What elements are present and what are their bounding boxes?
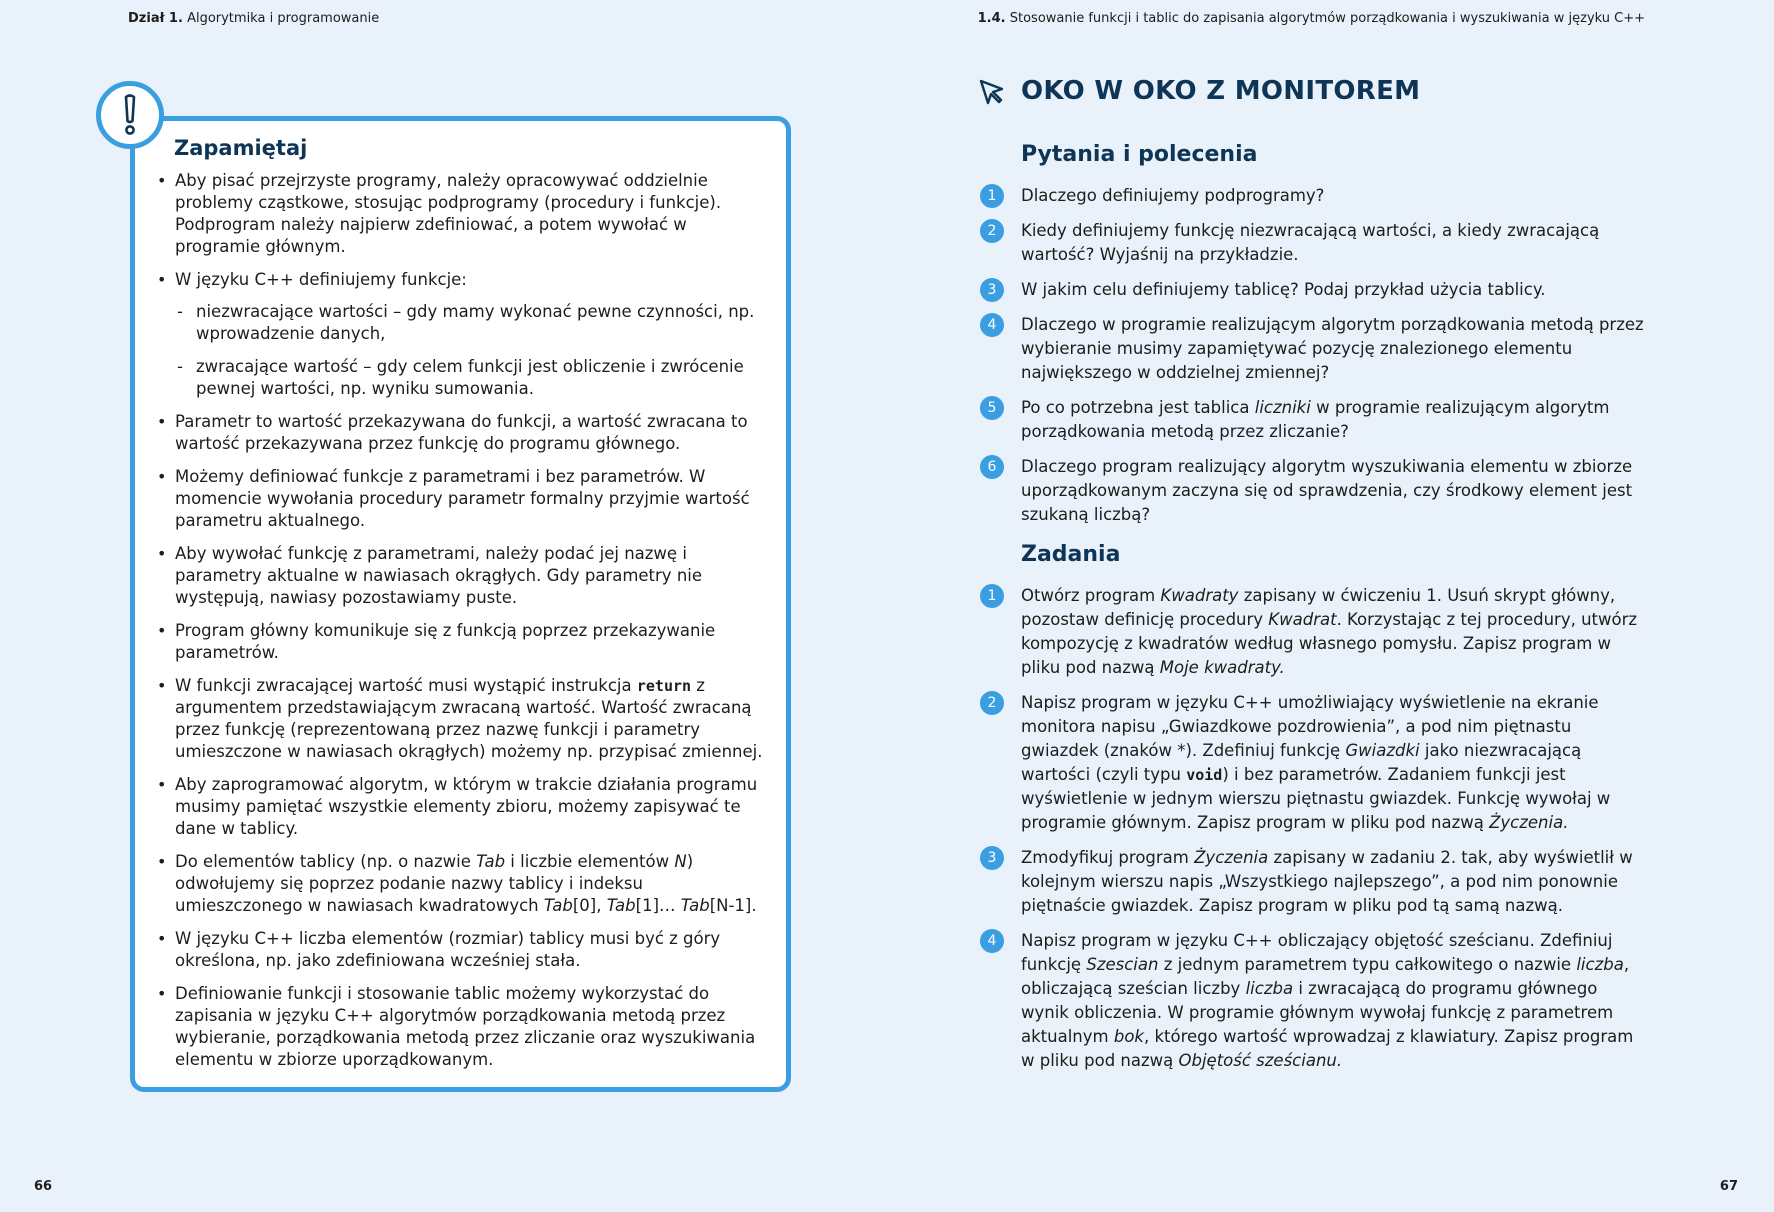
number-badge: 1 xyxy=(980,184,1004,208)
section-number: 1.4. xyxy=(977,11,1006,26)
chapter-title: Algorytmika i programowanie xyxy=(187,11,380,26)
number-badge: 3 xyxy=(980,278,1004,302)
text-run: , którego wartość wprowadzaj z klawiatury. Zapisz program w pliku pod nazwą xyxy=(1021,1027,1634,1070)
task-text xyxy=(1021,693,1610,832)
bullet-text: Parametr to wartość przekazywana do funkcji, a wartość zwracana to wartość przekazywana przez funkcję do programu głównego. xyxy=(175,412,748,453)
page-number-left: 66 xyxy=(34,1179,53,1194)
bullet-text: Możemy definiować funkcje z parametrami i bez parametrów. W momencie wywołania procedury parametr formalny przyjmie wartość parametru aktualnego. xyxy=(175,467,750,530)
question-text: Dlaczego program realizujący algorytm wyszukiwania elementu w zbiorze uporządkowanym zaczyna się od sprawdzenia, czy środkowy element jest szukaną liczbą? xyxy=(1021,457,1633,524)
text-run: z jednym parametrem typu całkowitego o nazwie xyxy=(1158,955,1577,974)
bullet-item xyxy=(155,983,770,1071)
question-text xyxy=(1021,398,1609,441)
text-run: i liczbie elementów xyxy=(505,852,675,871)
list-item xyxy=(980,929,1650,1073)
bullet-item xyxy=(155,675,770,763)
text-run: Zmodyfikuj program xyxy=(1021,848,1195,867)
text-run: z argumentem przedstawiającym zwracaną wartość. Wartość zwracaną przez funkcję (reprezentowaną przez nazwę funkcji i parametry umieszczone w nawiasach okrągłych) możemy np. przypisać zmiennej. xyxy=(175,676,763,761)
italic-term: Szescian xyxy=(1086,955,1159,974)
italic-term: Gwiazdki xyxy=(1345,741,1420,760)
bullet-text: Program główny komunikuje się z funkcją poprzez przekazywanie parametrów. xyxy=(175,621,716,662)
bullet-item xyxy=(155,928,770,972)
tasks-list xyxy=(980,584,1650,1084)
list-item xyxy=(980,184,1650,208)
task-text xyxy=(1021,848,1633,915)
list-item xyxy=(980,455,1650,527)
exclamation-icon xyxy=(96,81,164,149)
italic-term: N xyxy=(674,852,687,871)
italic-term: Życzenia xyxy=(1194,848,1269,867)
running-head-left xyxy=(128,11,379,26)
text-run: Do elementów tablicy (np. o nazwie xyxy=(175,852,477,871)
italic-term: liczba xyxy=(1245,979,1294,998)
number-badge: 3 xyxy=(980,846,1004,870)
bullet-text: Aby pisać przejrzyste programy, należy opracowywać oddzielnie problemy cząstkowe, stosując podprogramy (procedury i funkcje). Podprogram należy najpierw zdefiniować, a potem wywołać w programie głównym. xyxy=(175,171,722,256)
number-badge: 2 xyxy=(980,691,1004,715)
text-run: Po co potrzebna jest tablica xyxy=(1021,398,1255,417)
number-badge: 2 xyxy=(980,219,1004,243)
list-item xyxy=(980,219,1650,267)
italic-term: Kwadraty xyxy=(1160,586,1239,605)
italic-term: liczba xyxy=(1576,955,1624,974)
text-run: [0], xyxy=(572,896,607,915)
italic-term: liczniki xyxy=(1254,398,1311,417)
sub-list xyxy=(175,301,770,400)
questions-heading: Pytania i polecenia xyxy=(1021,142,1258,167)
question-text: Dlaczego w programie realizującym algorytm porządkowania metodą przez wybieranie musimy zapamiętywać pozycję znalezionego elementu największego w oddzielnej zmiennej? xyxy=(1021,315,1644,382)
chapter-number: Dział 1. xyxy=(128,11,183,26)
bullet-item xyxy=(155,543,770,609)
bullet-text: W języku C++ liczba elementów (rozmiar) tablicy musi być z góry określona, np. jako zdefiniowana wcześniej stała. xyxy=(175,929,721,970)
italic-term: Moje kwadraty. xyxy=(1159,658,1285,677)
text-run: w programie realizującym algorytm porządkowania metodą przez zliczanie? xyxy=(1021,398,1610,441)
bullet-item xyxy=(155,170,770,258)
number-badge: 4 xyxy=(980,313,1004,337)
task-text xyxy=(1021,931,1633,1070)
text-run: [N-1]. xyxy=(709,896,757,915)
text-run: ) i bez parametrów. Zadaniem funkcji jest wyświetlenie w jednym wierszu piętnastu gwiazdek. Funkcję wywołaj w programie głównym. Zapisz program w pliku pod nazwą xyxy=(1021,765,1611,832)
remember-title: Zapamiętaj xyxy=(174,136,308,160)
text-run: W funkcji zwracającej wartość musi wystąpić instrukcja xyxy=(175,676,637,695)
text-run: [1]… xyxy=(635,896,681,915)
bullet-text: Definiowanie funkcji i stosowanie tablic możemy wykorzystać do zapisania w języku C++ algorytmów porządkowania metodą przez wybieranie, porządkowania metodą przez zliczanie oraz wyszukiwania elementu w zbiorze uporządkowanym. xyxy=(175,984,756,1069)
bullet-item xyxy=(155,411,770,455)
code-keyword: return xyxy=(636,677,692,695)
text-run: . Korzystając z tej procedury, utwórz kompozycję z kwadratów według własnego pomysłu. Zapisz program w pliku pod nazwą xyxy=(1021,610,1638,677)
code-keyword: void xyxy=(1186,766,1223,784)
bullet-item xyxy=(155,774,770,840)
italic-term: Tab xyxy=(543,896,573,915)
text-run: ) odwołujemy się poprzez podanie nazwy tablicy i indeksu umieszczonego w nawiasach kwadratowych xyxy=(175,852,694,915)
text-run: zapisany w zadaniu 2. tak, aby wyświetlił w kolejnym wierszu napis „Wszystkiego najlepszego”, a pod nim ponownie piętnaście gwiazdek. Zapisz program w pliku pod tą samą nazwą. xyxy=(1021,848,1633,915)
italic-term: Tab xyxy=(476,852,506,871)
sub-item xyxy=(175,356,770,400)
list-item xyxy=(980,313,1650,385)
text-run: Napisz program w języku C++ obliczający objętość sześcianu. Zdefiniuj funkcję xyxy=(1021,931,1613,974)
bullet-item xyxy=(155,269,770,400)
number-badge: 1 xyxy=(980,584,1004,608)
italic-term: Objętość sześcianu. xyxy=(1178,1051,1343,1070)
text-run: Napisz program w języku C++ umożliwiający wyświetlenie na ekranie monitora napisu „Gwiazdkowe pozdrowienia”, a pod nim piętnastu gwiazdek (znaków *). Zdefiniuj funkcję xyxy=(1021,693,1599,760)
bullet-text xyxy=(175,676,762,761)
section-running-title: Stosowanie funkcji i tablic do zapisania algorytmów porządkowania i wyszukiwania w języku C++ xyxy=(1009,11,1645,26)
bullet-text xyxy=(175,852,757,915)
bullet-text: Aby zaprogramować algorytm, w którym w trakcie działania programu musimy pamiętać wszystkie elementy zbioru, możemy zapisywać te dane w tablicy. xyxy=(175,775,758,838)
sub-item-text: zwracające wartość – gdy celem funkcji jest obliczenie i zwrócenie pewnej wartości, np. wyniku sumowania. xyxy=(196,357,744,398)
bullet-item xyxy=(155,620,770,664)
sub-item xyxy=(175,301,770,345)
bullet-text: Aby wywołać funkcję z parametrami, należy podać jej nazwę i parametry aktualne w nawiasach okrągłych. Gdy parametry nie występują, nawiasy pozostawiamy puste. xyxy=(175,544,703,607)
list-item xyxy=(980,846,1650,918)
number-badge: 6 xyxy=(980,455,1004,479)
tasks-heading: Zadania xyxy=(1021,542,1121,567)
italic-term: Życzenia. xyxy=(1489,813,1569,832)
list-item xyxy=(980,691,1650,835)
text-run: Otwórz program xyxy=(1021,586,1161,605)
number-badge: 5 xyxy=(980,396,1004,420)
questions-list xyxy=(980,184,1650,538)
page-number-right: 67 xyxy=(1719,1179,1738,1194)
bullet-text: W języku C++ definiujemy funkcje: xyxy=(175,270,467,289)
section-title: OKO W OKO Z MONITOREM xyxy=(1021,76,1421,106)
text-run: jako niezwracającą wartości (czyli typu xyxy=(1021,741,1582,784)
sub-item-text: niezwracające wartości – gdy mamy wykonać pewne czynności, np. wprowadzenie danych, xyxy=(196,302,755,343)
text-run: i zwracającą do programu głównego wynik obliczenia. W programie głównym wywołaj funkcję z parametrem aktualnym xyxy=(1021,979,1614,1046)
italic-term: Kwadrat xyxy=(1268,610,1337,629)
question-text: W jakim celu definiujemy tablicę? Podaj przykład użycia tablicy. xyxy=(1021,280,1546,299)
question-text: Kiedy definiujemy funkcję niezwracającą wartości, a kiedy zwracającą wartość? Wyjaśnij na przykładzie. xyxy=(1021,221,1600,264)
task-text xyxy=(1021,586,1637,677)
italic-term: Tab xyxy=(680,896,710,915)
text-run: , obliczającą sześcian liczby xyxy=(1021,955,1630,998)
bullet-item xyxy=(155,466,770,532)
italic-term: bok xyxy=(1113,1027,1144,1046)
number-badge: 4 xyxy=(980,929,1004,953)
cursor-arrow-icon xyxy=(978,78,1006,106)
list-item xyxy=(980,278,1650,302)
remember-list xyxy=(155,170,770,1082)
list-item xyxy=(980,584,1650,680)
question-text: Dlaczego definiujemy podprogramy? xyxy=(1021,186,1325,205)
bullet-item xyxy=(155,851,770,917)
text-run: zapisany w ćwiczeniu 1. Usuń skrypt główny, pozostaw definicję procedury xyxy=(1021,586,1616,629)
running-head-right xyxy=(978,11,1645,26)
list-item xyxy=(980,396,1650,444)
italic-term: Tab xyxy=(606,896,636,915)
